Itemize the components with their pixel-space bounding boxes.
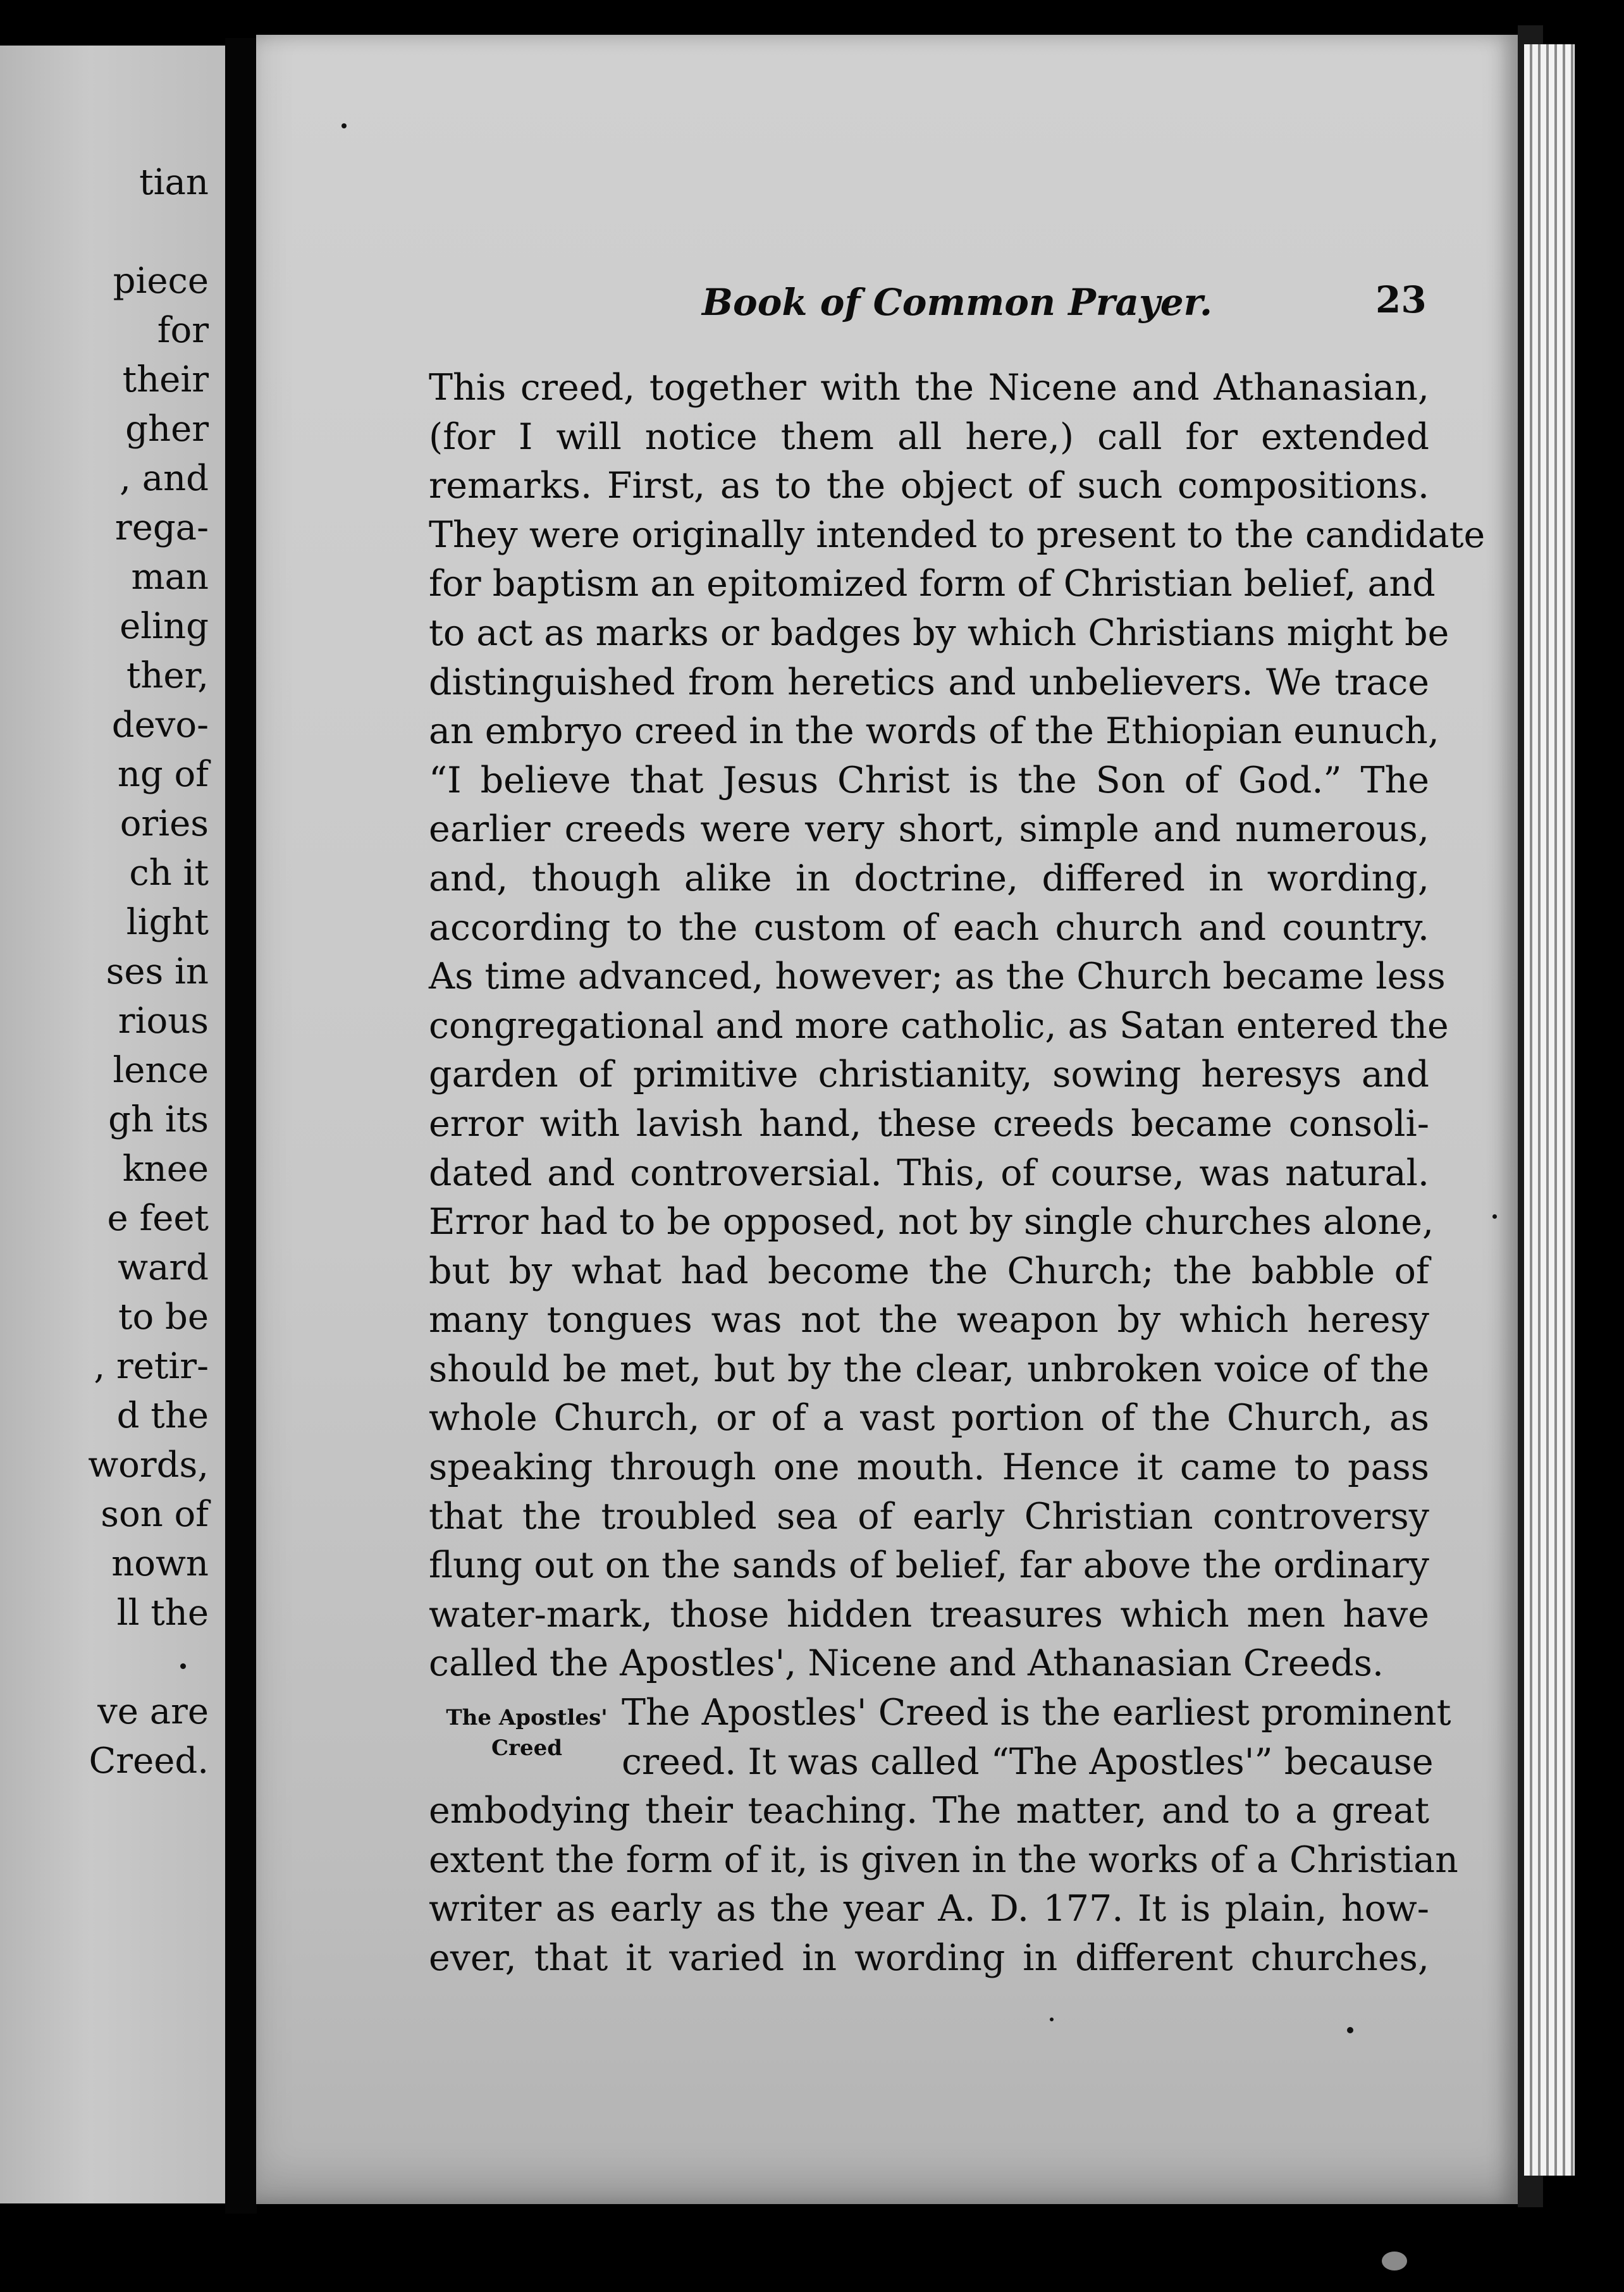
left-fragment-line: piece xyxy=(113,261,209,302)
left-fragment-line: d the xyxy=(116,1395,209,1436)
left-fragment-line: ories xyxy=(120,803,209,844)
left-fragment-line: eling xyxy=(120,606,209,647)
text-line: to act as marks or badges by which Christians might be xyxy=(429,612,1449,654)
text-line: earlier creeds were very short, simple and numerous, xyxy=(429,808,1429,851)
left-facing-page xyxy=(0,46,225,2203)
text-line: many tongues was not the weapon by which heresy xyxy=(429,1299,1429,1341)
text-line: that the troubled sea of early Christian controversy xyxy=(429,1495,1429,1537)
left-fragment-line: gh its xyxy=(108,1099,209,1140)
left-fragment-line: rega- xyxy=(114,507,209,548)
scan-speck xyxy=(1492,1214,1497,1219)
left-fragment-line: , and xyxy=(120,458,209,499)
text-line: error with lavish hand, these creeds became consoli- xyxy=(429,1102,1429,1145)
left-page-text-fragments xyxy=(88,158,209,1786)
scan-speck xyxy=(180,1663,186,1669)
text-line: Error had to be opposed, not by single churches alone, xyxy=(429,1201,1434,1243)
running-head: Book of Common Prayer. xyxy=(702,281,1213,324)
text-line: but by what had become the Church; the babble of xyxy=(429,1250,1429,1292)
text-line: This creed, together with the Nicene and Athanasian, xyxy=(429,367,1429,409)
text-line: speaking through one mouth. Hence it came to pass xyxy=(429,1446,1429,1489)
left-fragment-line: ll the xyxy=(116,1593,209,1634)
left-fragment-line: nown xyxy=(111,1543,209,1584)
text-line: extent the form of it, is given in the works of a Christian xyxy=(429,1839,1458,1881)
text-line: remarks. First, as to the object of such compositions. xyxy=(429,465,1429,507)
text-line: (for I will notice them all here,) call for extended xyxy=(429,416,1429,458)
text-line: “I believe that Jesus Christ is the Son of God.” The xyxy=(429,759,1429,801)
sidenote-line: Creed xyxy=(491,1735,562,1761)
left-fragment-line: , retir- xyxy=(94,1346,209,1387)
text-line: garden of primitive christianity, sowing heresys and xyxy=(429,1054,1429,1096)
left-fragment-line: words, xyxy=(88,1445,209,1486)
scan-speck xyxy=(341,123,347,128)
text-line: embodying their teaching. The matter, and to a great xyxy=(429,1790,1429,1832)
text-line: writer as early as the year A. D. 177. It is plain, how- xyxy=(429,1888,1429,1930)
page-number: 23 xyxy=(1375,278,1427,321)
text-line: creed. It was called “The Apostles'” because xyxy=(622,1741,1434,1783)
scan-speck xyxy=(1382,2252,1407,2270)
left-fragment-line: lence xyxy=(113,1050,209,1091)
left-fragment-line: ses in xyxy=(106,951,209,992)
left-fragment-line: ther, xyxy=(126,655,209,696)
left-fragment-line: ward xyxy=(118,1247,209,1288)
left-fragment-line: son of xyxy=(101,1494,209,1535)
sidenote-line: The Apostles' xyxy=(446,1705,608,1730)
left-fragment-line xyxy=(88,1638,209,1687)
left-fragment-line: Creed. xyxy=(89,1741,209,1782)
left-fragment-line: devo- xyxy=(111,705,209,746)
left-fragment-line: e feet xyxy=(107,1198,209,1239)
left-fragment-line: tian xyxy=(139,162,209,203)
left-fragment-line: knee xyxy=(122,1149,209,1190)
text-line: congregational and more catholic, as Satan entered the xyxy=(429,1004,1449,1047)
text-line: ever, that it varied in wording in different churches, xyxy=(429,1937,1429,1979)
text-line: dated and controversial. This, of course, was natural. xyxy=(429,1152,1429,1194)
page-stack-edges xyxy=(1524,44,1575,2176)
left-fragment-line: ve are xyxy=(97,1691,209,1732)
text-line: called the Apostles', Nicene and Athanasian Creeds. xyxy=(429,1642,1384,1685)
text-line: and, though alike in doctrine, differed in wording, xyxy=(429,857,1429,899)
book-gutter xyxy=(225,38,257,2214)
text-line: They were originally intended to present to the candidate xyxy=(429,514,1486,556)
left-fragment-line: to be xyxy=(118,1297,209,1338)
left-fragment-line: their xyxy=(122,359,209,400)
text-line: according to the custom of each church and country. xyxy=(429,906,1429,949)
text-line: flung out on the sands of belief, far above the ordinary xyxy=(429,1544,1429,1587)
left-fragment-line: rious xyxy=(118,1001,209,1042)
text-line: As time advanced, however; as the Church became less xyxy=(429,956,1446,998)
text-line: The Apostles' Creed is the earliest prominent xyxy=(622,1692,1451,1734)
text-line: an embryo creed in the words of the Ethiopian eunuch, xyxy=(429,710,1439,753)
text-line: water-mark, those hidden treasures which men have xyxy=(429,1593,1429,1636)
left-fragment-line: light xyxy=(126,902,209,943)
left-fragment-line: ng of xyxy=(117,754,209,795)
left-fragment-line: man xyxy=(131,557,209,598)
scan-speck xyxy=(1050,2018,1054,2021)
left-fragment-line: ch it xyxy=(129,853,209,894)
left-fragment-line xyxy=(88,207,209,257)
text-line: for baptism an epitomized form of Christian belief, and xyxy=(429,563,1436,605)
left-fragment-line: gher xyxy=(125,409,209,450)
left-fragment-line: for xyxy=(157,310,209,351)
text-line: distinguished from heretics and unbelievers. We trace xyxy=(429,661,1429,703)
scan-speck xyxy=(1347,2027,1353,2033)
body-text xyxy=(429,364,1486,1983)
text-line: should be met, but by the clear, unbroken voice of the xyxy=(429,1348,1429,1390)
text-line: whole Church, or of a vast portion of the Church, as xyxy=(429,1397,1429,1439)
